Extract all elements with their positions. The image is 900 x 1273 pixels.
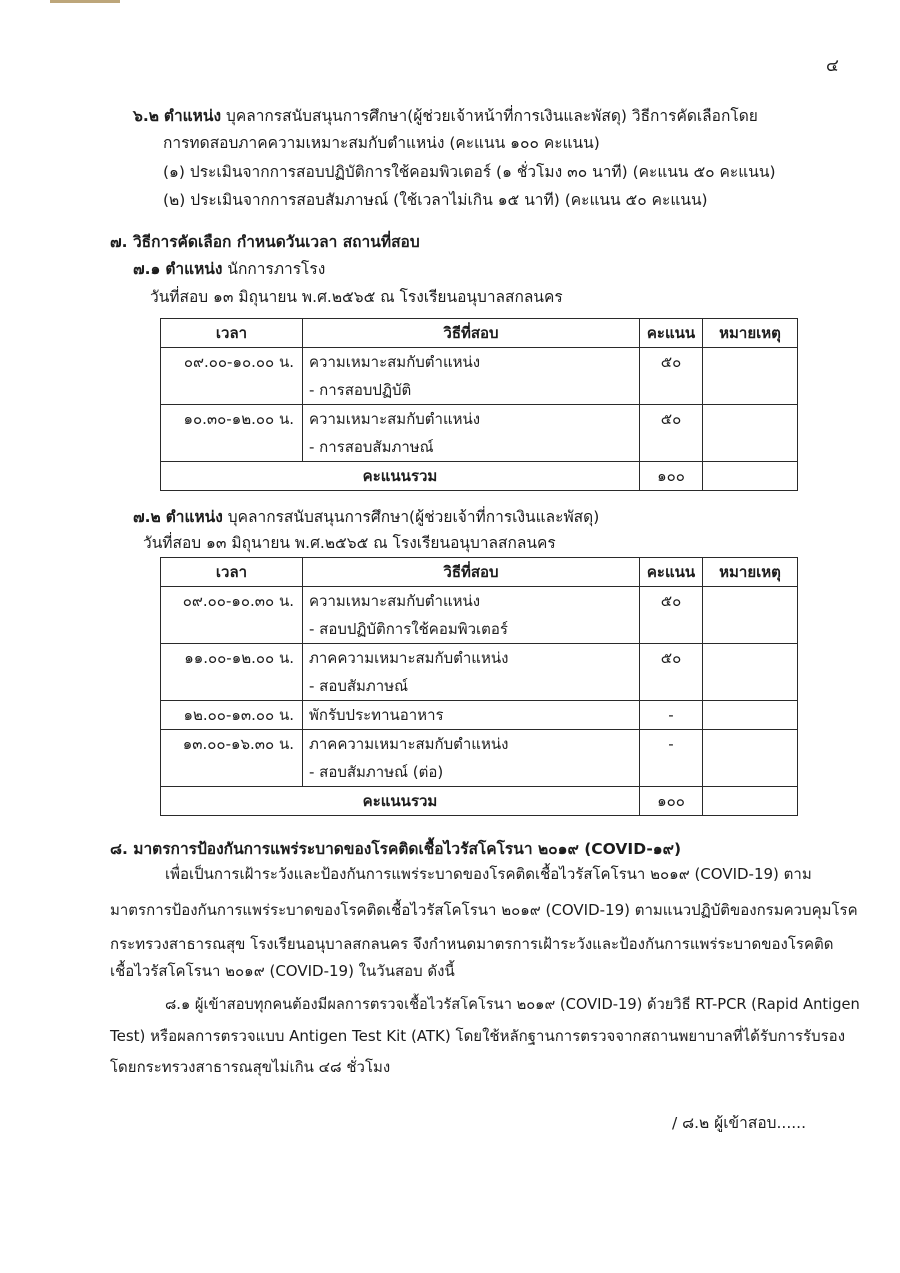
note-cell bbox=[709, 701, 791, 729]
header-time: เวลา bbox=[161, 558, 303, 587]
section-7-1-date: วันที่สอบ ๑๓ มิถุนายน พ.ศ.๒๕๖๕ ณ โรงเรียนอนุบาลสกลนคร bbox=[150, 288, 563, 306]
total-label: คะแนนรวม bbox=[161, 462, 640, 491]
time-cell: ๐๙.๐๐-๑๐.๐๐ น. bbox=[183, 353, 294, 371]
section-6-2-number: ๖.๒ bbox=[133, 107, 159, 125]
section-8-1-line2: Test) หรือผลการตรวจแบบ Antigen Test Kit (ATK) โดยใช้หลักฐานการตรวจจากสถานพยาบาลที่ได้รับการรับรอง bbox=[110, 1027, 846, 1045]
section-7-1-heading bbox=[133, 258, 325, 280]
score-cell: ๕๐ bbox=[660, 649, 682, 667]
section-8-1-line1: ๘.๑ ผู้เข้าสอบทุกคนต้องมีผลการตรวจเชื้อไวรัสโคโรนา ๒๐๑๙ (COVID-19) ด้วยวิธี RT-PCR (Rapid Antigen bbox=[165, 996, 860, 1013]
header-time: เวลา bbox=[161, 319, 303, 348]
total-value: ๑๐๐ bbox=[640, 462, 703, 491]
section-7-2-title: บุคลากรสนับสนุนการศึกษา(ผู้ช่วยเจ้าที่การเงินและพัสดุ) bbox=[227, 508, 600, 526]
table-row bbox=[161, 587, 798, 644]
note-cell bbox=[709, 730, 791, 758]
method-line: ความเหมาะสมกับตำแหน่ง bbox=[309, 353, 481, 371]
header-note: หมายเหตุ bbox=[703, 558, 798, 587]
section-7-2-date: วันที่สอบ ๑๓ มิถุนายน พ.ศ.๒๕๖๕ ณ โรงเรียนอนุบาลสกลนคร bbox=[143, 534, 556, 552]
table-total-row bbox=[161, 787, 798, 816]
section-7-2-label: ตำแหน่ง bbox=[165, 508, 223, 526]
note-cell bbox=[709, 348, 791, 376]
exam-schedule-table-7-2 bbox=[160, 557, 798, 816]
section-7-1-title: นักการภารโรง bbox=[227, 260, 326, 278]
method-line: - การสอบปฏิบัติ bbox=[309, 381, 412, 399]
method-line: - สอบปฏิบัติการใช้คอมพิวเตอร์ bbox=[309, 620, 508, 638]
section-8-para1-line1: เพื่อเป็นการเฝ้าระวังและป้องกันการแพร่ระบาดของโรคติดเชื้อไวรัสโคโรนา ๒๐๑๙ (COVID-19) ตาม bbox=[165, 865, 812, 883]
header-method: วิธีที่สอบ bbox=[303, 319, 640, 348]
section-7-1-label: ตำแหน่ง bbox=[165, 260, 223, 278]
section-6-2-heading bbox=[133, 105, 758, 127]
section-8-heading: ๘. มาตรการป้องกันการแพร่ระบาดของโรคติดเชื้อไวรัสโคโรนา ๒๐๑๙ (COVID-๑๙) bbox=[110, 840, 682, 858]
page-number: ๔ bbox=[826, 56, 839, 76]
section-7-heading: ๗. วิธีการคัดเลือก กำหนดวันเวลา สถานที่สอบ bbox=[110, 233, 420, 251]
score-cell: ๕๐ bbox=[660, 410, 682, 428]
section-7-1-number: ๗.๑ bbox=[133, 260, 161, 278]
table-row bbox=[161, 644, 798, 701]
time-cell: ๑๐.๓๐-๑๒.๐๐ น. bbox=[183, 410, 294, 428]
header-score: คะแนน bbox=[640, 558, 703, 587]
note-cell bbox=[709, 644, 791, 672]
section-7-2-heading bbox=[133, 506, 599, 528]
header-score: คะแนน bbox=[640, 319, 703, 348]
time-cell: ๑๒.๐๐-๑๓.๐๐ น. bbox=[183, 706, 294, 724]
section-6-2-label: ตำแหน่ง bbox=[163, 107, 222, 125]
section-6-2-title: บุคลากรสนับสนุนการศึกษา(ผู้ช่วยเจ้าหน้าที่การเงินและพัสดุ) วิธีการคัดเลือกโดย bbox=[225, 107, 758, 125]
exam-schedule-table-7-1 bbox=[160, 318, 798, 491]
table-row bbox=[161, 348, 798, 405]
total-value: ๑๐๐ bbox=[640, 787, 703, 816]
header-note: หมายเหตุ bbox=[703, 319, 798, 348]
method-line: ความเหมาะสมกับตำแหน่ง bbox=[309, 410, 481, 428]
section-6-2-item1: (๑) ประเมินจากการสอบปฏิบัติการใช้คอมพิวเตอร์ (๑ ชั่วโมง ๓๐ นาที) (คะแนน ๕๐ คะแนน) bbox=[163, 163, 776, 181]
total-label: คะแนนรวม bbox=[161, 787, 640, 816]
table-header-row bbox=[161, 319, 798, 348]
score-cell: - bbox=[668, 735, 674, 753]
method-line: - การสอบสัมภาษณ์ bbox=[309, 438, 434, 456]
section-6-2-item2: (๒) ประเมินจากการสอบสัมภาษณ์ (ใช้เวลาไม่เกิน ๑๕ นาที) (คะแนน ๕๐ คะแนน) bbox=[163, 191, 708, 209]
method-line: ภาคความเหมาะสมกับตำแหน่ง bbox=[309, 649, 509, 667]
method-line: ภาคความเหมาะสมกับตำแหน่ง bbox=[309, 735, 509, 753]
section-8-para1-line4: เชื้อไวรัสโคโรนา ๒๐๑๙ (COVID-19) ในวันสอบ ดังนี้ bbox=[110, 962, 455, 980]
continuation-note: / ๘.๒ ผู้เข้าสอบ...... bbox=[672, 1114, 807, 1132]
scan-edge-mark bbox=[50, 0, 120, 3]
score-cell: ๕๐ bbox=[660, 353, 682, 371]
total-note bbox=[703, 787, 798, 816]
time-cell: ๐๙.๐๐-๑๐.๓๐ น. bbox=[182, 592, 294, 610]
time-cell: ๑๓.๐๐-๑๖.๓๐ น. bbox=[182, 735, 294, 753]
section-8-1-line3: โดยกระทรวงสาธารณสุขไม่เกิน ๔๘ ชั่วโมง bbox=[110, 1058, 391, 1076]
table-row bbox=[161, 730, 798, 787]
score-cell: - bbox=[668, 706, 674, 724]
time-cell: ๑๑.๐๐-๑๒.๐๐ น. bbox=[184, 649, 294, 667]
section-7-2-number: ๗.๒ bbox=[133, 508, 161, 526]
total-note bbox=[703, 462, 798, 491]
header-method: วิธีที่สอบ bbox=[303, 558, 640, 587]
note-cell bbox=[709, 587, 791, 615]
method-line: พักรับประทานอาหาร bbox=[309, 706, 444, 724]
note-cell bbox=[709, 405, 791, 433]
table-row bbox=[161, 405, 798, 462]
table-total-row bbox=[161, 462, 798, 491]
table-row bbox=[161, 701, 798, 730]
section-6-2-line2: การทดสอบภาคความเหมาะสมกับตำแหน่ง (คะแนน ๑๐๐ คะแนน) bbox=[163, 134, 600, 152]
score-cell: ๕๐ bbox=[660, 592, 682, 610]
table-header-row bbox=[161, 558, 798, 587]
method-line: ความเหมาะสมกับตำแหน่ง bbox=[309, 592, 481, 610]
method-line: - สอบสัมภาษณ์ (ต่อ) bbox=[309, 763, 444, 781]
section-8-para1-line3: กระทรวงสาธารณสุข โรงเรียนอนุบาลสกลนคร จึงกำหนดมาตรการเฝ้าระวังและป้องกันการแพร่ระบาดของโรคติด bbox=[110, 935, 834, 953]
method-line: - สอบสัมภาษณ์ bbox=[309, 677, 409, 695]
section-8-para1-line2: มาตรการป้องกันการแพร่ระบาดของโรคติดเชื้อไวรัสโคโรนา ๒๐๑๙ (COVID-19) ตามแนวปฏิบัติของกรมควบคุมโรค bbox=[110, 901, 858, 919]
